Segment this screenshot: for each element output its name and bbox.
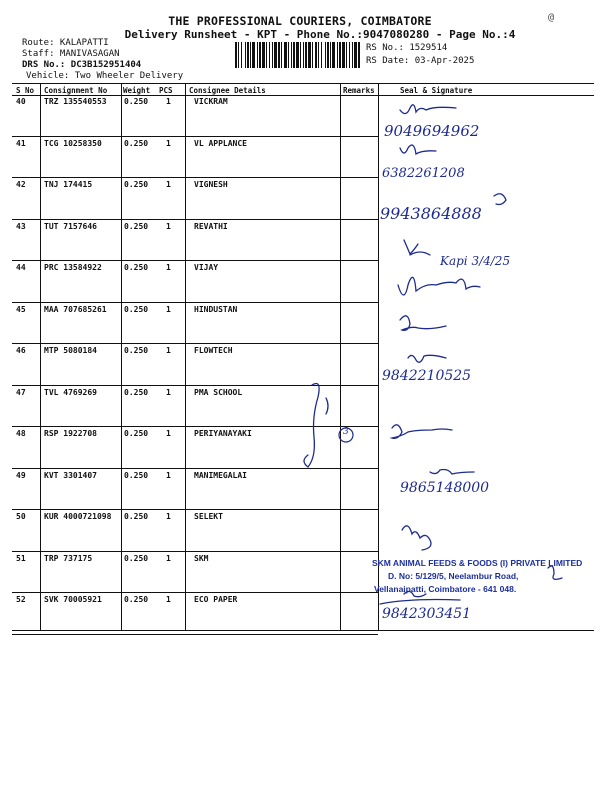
row-divider — [12, 634, 378, 635]
row-sno: 43 — [16, 221, 26, 231]
row-consignment-no: RSP 1922708 — [44, 429, 97, 438]
row-consignment-no: PRC 13584922 — [44, 263, 102, 272]
row-divider — [12, 219, 378, 220]
row-divider — [12, 385, 378, 386]
row-weight: 0.250 — [124, 553, 149, 563]
row-pcs: 1 — [166, 512, 171, 521]
row-divider — [12, 302, 378, 303]
row-sno: 42 — [16, 180, 26, 189]
stamp-address-line1: D. No: 5/129/5, Neelambur Road, — [388, 571, 519, 581]
row-consignment-no: TUT 7157646 — [44, 221, 97, 231]
row-sno: 44 — [16, 263, 26, 272]
drs-label: DRS No.: — [22, 60, 66, 70]
row-consignment-no: SVK 70005921 — [44, 595, 102, 604]
row-weight: 0.250 — [124, 180, 149, 189]
row-divider — [12, 177, 378, 178]
stamp-company-name: SKM ANIMAL FEEDS & FOODS (I) PRIVATE LIMITED — [372, 558, 583, 568]
row-consignee: SELEKT — [194, 512, 223, 521]
row-divider — [12, 468, 378, 469]
drs-number — [22, 60, 141, 71]
row-consignee: VL APPLANCE — [194, 138, 247, 148]
row-sno: 49 — [16, 470, 26, 480]
row-weight: 0.250 — [124, 595, 149, 604]
row-sno: 52 — [16, 595, 26, 604]
handwritten-phone-41: 6382261208 — [382, 166, 465, 181]
row-pcs: 1 — [166, 553, 171, 563]
row-consignee: VIGNESH — [194, 180, 228, 189]
row-weight: 0.250 — [124, 138, 149, 148]
row-consignment-no: TRP 737175 — [44, 553, 93, 563]
runsheet-title: Delivery Runsheet - KPT - Phone No.:9047080280 - Page No.:4 — [124, 28, 516, 41]
row-pcs: 1 — [166, 221, 171, 231]
row-sno: 48 — [16, 429, 26, 438]
row-consignment-no: MTP 5080184 — [44, 346, 97, 355]
row-consignee: PMA SCHOOL — [194, 387, 243, 397]
rs-number: RS No.: 1529514 — [366, 43, 448, 53]
row-divider — [12, 343, 378, 344]
row-consignment-no: TVL 4769269 — [44, 387, 97, 397]
row-pcs: 1 — [166, 346, 171, 355]
row-sno: 50 — [16, 512, 26, 521]
handwritten-phone-40: 9049694962 — [384, 122, 480, 140]
handwritten-circle-48: 3 — [343, 427, 349, 437]
row-pcs: 1 — [166, 387, 171, 397]
row-weight: 0.250 — [124, 387, 149, 397]
row-consignment-no: TCG 10258350 — [44, 138, 102, 148]
row-weight: 0.250 — [124, 97, 149, 106]
row-divider — [12, 592, 378, 593]
col-seal-signature: Seal & Signature — [400, 86, 473, 95]
row-consignment-no: KVT 3301407 — [44, 470, 97, 480]
row-weight: 0.250 — [124, 263, 149, 272]
row-divider — [12, 551, 378, 552]
row-consignee: FLOWTECH — [194, 346, 233, 355]
col-weight: Weight — [123, 86, 151, 95]
handwritten-phone-42: 9943864888 — [380, 204, 482, 223]
row-consignee: VIJAY — [194, 263, 219, 272]
page-corner-mark: @ — [548, 12, 555, 23]
row-consignee: MANIMEGALAI — [194, 470, 247, 480]
handwritten-phone-52: 9842303451 — [382, 606, 472, 622]
row-pcs: 1 — [166, 138, 171, 148]
stamp-address-line2: Vellanaipatti, Coimbatore - 641 048. — [374, 584, 517, 594]
row-consignment-no: KUR 4000721098 — [44, 512, 112, 521]
route-label: Route: KALAPATTI — [22, 38, 109, 48]
col-sno: S No — [16, 86, 35, 95]
col-consignee: Consignee Details — [189, 86, 266, 95]
company-title: THE PROFESSIONAL COURIERS, COIMBATORE — [168, 14, 432, 28]
row-pcs: 1 — [166, 595, 171, 604]
row-consignee: PERIYANAYAKI — [194, 429, 252, 438]
row-consignee: ECO PAPER — [194, 595, 238, 604]
row-consignee: SKM — [194, 553, 209, 563]
row-consignment-no: TNJ 174415 — [44, 180, 93, 189]
row-pcs: 1 — [166, 429, 171, 438]
row-weight: 0.250 — [124, 470, 149, 480]
row-consignee: VICKRAM — [194, 97, 228, 106]
row-consignee: REVATHI — [194, 221, 228, 231]
row-weight: 0.250 — [124, 429, 149, 438]
row-pcs: 1 — [166, 263, 171, 272]
row-sno: 46 — [16, 346, 26, 355]
barcode-image — [235, 42, 360, 68]
row-weight: 0.250 — [124, 221, 149, 231]
row-sno: 47 — [16, 387, 26, 397]
handwritten-phone-49: 9865148000 — [400, 480, 490, 496]
row-weight: 0.250 — [124, 512, 149, 521]
staff-label: Staff: MANIVASAGAN — [22, 49, 120, 59]
row-weight: 0.250 — [124, 304, 149, 314]
rs-date: RS Date: 03-Apr-2025 — [366, 56, 475, 66]
col-pcs: PCS — [159, 86, 173, 95]
vehicle-label: Vehicle: Two Wheeler Delivery — [26, 71, 184, 81]
row-pcs: 1 — [166, 304, 171, 314]
row-sno: 45 — [16, 304, 26, 314]
row-divider — [12, 509, 378, 510]
col-remarks: Remarks — [343, 86, 375, 95]
row-pcs: 1 — [166, 470, 171, 480]
row-sno: 51 — [16, 553, 26, 563]
row-consignee: HINDUSTAN — [194, 304, 238, 314]
table-bottom-rule — [12, 630, 594, 631]
row-weight: 0.250 — [124, 346, 149, 355]
row-pcs: 1 — [166, 97, 171, 106]
row-consignment-no: MAA 707685261 — [44, 304, 107, 314]
row-sno: 40 — [16, 97, 26, 106]
col-consignment: Consignment No — [44, 86, 108, 95]
row-divider — [12, 260, 378, 261]
row-consignment-no: TRZ 135540553 — [44, 97, 107, 106]
drs-value: DC3B152951404 — [70, 60, 142, 70]
handwritten-note-44: Kapi 3/4/25 — [440, 254, 511, 268]
row-sno: 41 — [16, 138, 26, 148]
handwritten-phone-46: 9842210525 — [382, 368, 472, 384]
row-divider — [12, 136, 378, 137]
row-divider — [12, 426, 378, 427]
row-pcs: 1 — [166, 180, 171, 189]
